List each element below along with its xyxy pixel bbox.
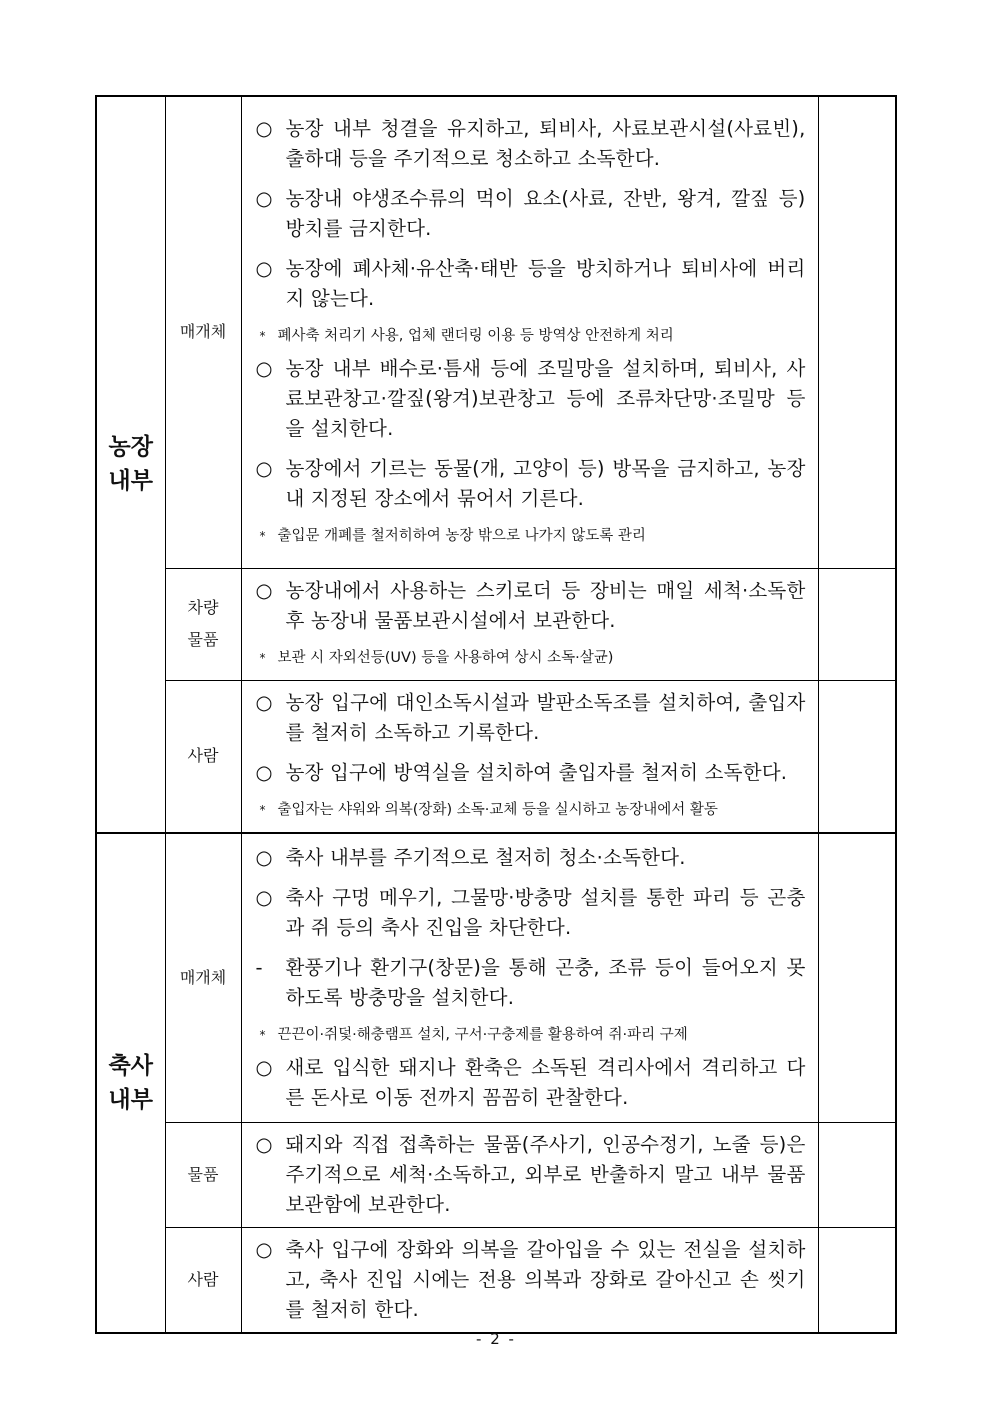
note-item <box>260 798 806 822</box>
note-text: 출입자는 샤워와 의복(장화) 소독·교체 등을 실시하고 농장내에서 활동 <box>277 801 718 818</box>
list-item-text: 농장 입구에 대인소독시설과 발판소독조를 설치하여, 출입자를 철저히 소독하고 기록한다. <box>285 690 806 744</box>
dash-bullet-icon: - <box>255 955 263 979</box>
note-text: 폐사축 처리기 사용, 업체 랜더링 이용 등 방역상 안전하게 처리 <box>277 327 674 344</box>
list-item <box>256 1130 806 1220</box>
list-item-text: 새로 입식한 돼지나 환축은 소독된 격리사에서 격리하고 다른 돈사로 이동 전까지 꼼꼼히 관찰한다. <box>285 1055 806 1109</box>
list-item <box>256 184 806 244</box>
circle-bullet-icon: ○ <box>255 578 273 602</box>
circle-bullet-icon: ○ <box>255 456 273 480</box>
page-number: - 2 - <box>476 1330 516 1348</box>
section-label: 농장 내부 <box>96 96 165 833</box>
list-item-text: 축사 입구에 장화와 의복을 갈아입을 수 있는 전실을 설치하고, 축사 진입 시에는 전용 의복과 장화로 갈아신고 손 씻기를 철저히 한다. <box>285 1238 806 1321</box>
list-item <box>256 1053 806 1113</box>
category-label: 차량 물품 <box>165 568 241 680</box>
circle-bullet-icon: ○ <box>255 885 273 909</box>
category-label: 매개체 <box>165 833 241 1123</box>
note-item <box>260 646 806 670</box>
circle-bullet-icon: ○ <box>255 116 273 140</box>
note-text: 보관 시 자외선등(UV) 등을 사용하여 상시 소독·살균) <box>277 649 614 666</box>
circle-bullet-icon: ○ <box>255 760 273 784</box>
list-item <box>256 114 806 174</box>
category-label: 매개체 <box>165 96 241 568</box>
content-cell <box>241 680 818 833</box>
list-item <box>256 953 806 1013</box>
list-item-text: 농장 내부 배수로·틈새 등에 조밀망을 설치하며, 퇴비사, 사료보관창고·깔짚(왕겨)보관창고 등에 조류차단망·조밀망 등을 설치한다. <box>285 356 806 440</box>
remarks-cell <box>818 680 896 833</box>
circle-bullet-icon: ○ <box>255 356 273 380</box>
list-item <box>256 1235 806 1325</box>
note-marker: * <box>259 1027 266 1042</box>
list-item-text: 농장에서 기르는 동물(개, 고양이 등) 방목을 금지하고, 농장 내 지정된 장소에서 묶어서 기른다. <box>285 456 806 510</box>
category-label: 사람 <box>165 1228 241 1334</box>
list-item-text: 농장에 폐사체·유산축·태반 등을 방치하거나 퇴비사에 버리지 않는다. <box>285 256 806 310</box>
circle-bullet-icon: ○ <box>255 186 273 210</box>
list-item-text: 축사 구멍 메우기, 그물망·방충망 설치를 통한 파리 등 곤충과 쥐 등의 축사 진입을 차단한다. <box>285 885 806 939</box>
list-item-text: 축사 내부를 주기적으로 철저히 청소·소독한다. <box>285 845 686 869</box>
list-item <box>256 254 806 314</box>
table-row <box>96 96 896 568</box>
note-marker: * <box>259 528 266 543</box>
list-item <box>256 758 806 788</box>
circle-bullet-icon: ○ <box>255 690 273 714</box>
note-text: 끈끈이·쥐덫·해충램프 설치, 구서·구충제를 활용하여 쥐·파리 구제 <box>277 1026 688 1043</box>
circle-bullet-icon: ○ <box>255 1238 273 1261</box>
note-item <box>260 524 806 548</box>
content-cell <box>241 568 818 680</box>
list-item <box>256 883 806 943</box>
list-item-text: 농장내 야생조수류의 먹이 요소(사료, 잔반, 왕겨, 깔짚 등) 방치를 금지한다. <box>285 186 806 240</box>
remarks-cell <box>818 1228 896 1334</box>
list-item <box>256 454 806 514</box>
list-item-text: 환풍기나 환기구(창문)을 통해 곤충, 조류 등이 들어오지 못하도록 방충망을 설치한다. <box>285 955 806 1009</box>
list-item-text: 농장내에서 사용하는 스키로더 등 장비는 매일 세척·소독한 후 농장내 물품보관시설에서 보관한다. <box>285 578 806 632</box>
remarks-cell <box>818 833 896 1123</box>
circle-bullet-icon: ○ <box>255 1055 273 1079</box>
note-item <box>260 324 806 348</box>
circle-bullet-icon: ○ <box>255 256 273 280</box>
list-item <box>256 688 806 748</box>
note-item <box>260 1023 806 1047</box>
note-marker: * <box>259 650 266 665</box>
list-item <box>256 576 806 636</box>
circle-bullet-icon: ○ <box>255 1133 273 1156</box>
note-text: 출입문 개폐를 철저히하여 농장 밖으로 나가지 않도록 관리 <box>277 527 646 544</box>
circle-bullet-icon: ○ <box>255 845 273 869</box>
section-label: 축사 내부 <box>96 833 165 1334</box>
table-row <box>96 1123 896 1228</box>
category-label: 사람 <box>165 680 241 833</box>
table-row <box>96 568 896 680</box>
list-item <box>256 354 806 444</box>
content-cell <box>241 833 818 1123</box>
guideline-table <box>95 95 897 1334</box>
content-cell <box>241 96 818 568</box>
list-item <box>256 843 806 873</box>
list-item-text: 농장 내부 청결을 유지하고, 퇴비사, 사료보관시설(사료빈), 출하대 등을 주기적으로 청소하고 소독한다. <box>285 116 806 170</box>
remarks-cell <box>818 1123 896 1228</box>
table-row <box>96 680 896 833</box>
content-cell <box>241 1123 818 1228</box>
category-label: 물품 <box>165 1123 241 1228</box>
note-marker: * <box>259 328 266 343</box>
remarks-cell <box>818 96 896 568</box>
table-row <box>96 1228 896 1334</box>
list-item-text: 돼지와 직접 접촉하는 물품(주사기, 인공수정기, 노줄 등)은 주기적으로 세척·소독하고, 외부로 반출하지 말고 내부 물품보관함에 보관한다. <box>285 1133 806 1216</box>
content-cell <box>241 1228 818 1334</box>
remarks-cell <box>818 568 896 680</box>
table-row <box>96 833 896 1123</box>
note-marker: * <box>259 802 266 817</box>
list-item-text: 농장 입구에 방역실을 설치하여 출입자를 철저히 소독한다. <box>285 760 788 784</box>
